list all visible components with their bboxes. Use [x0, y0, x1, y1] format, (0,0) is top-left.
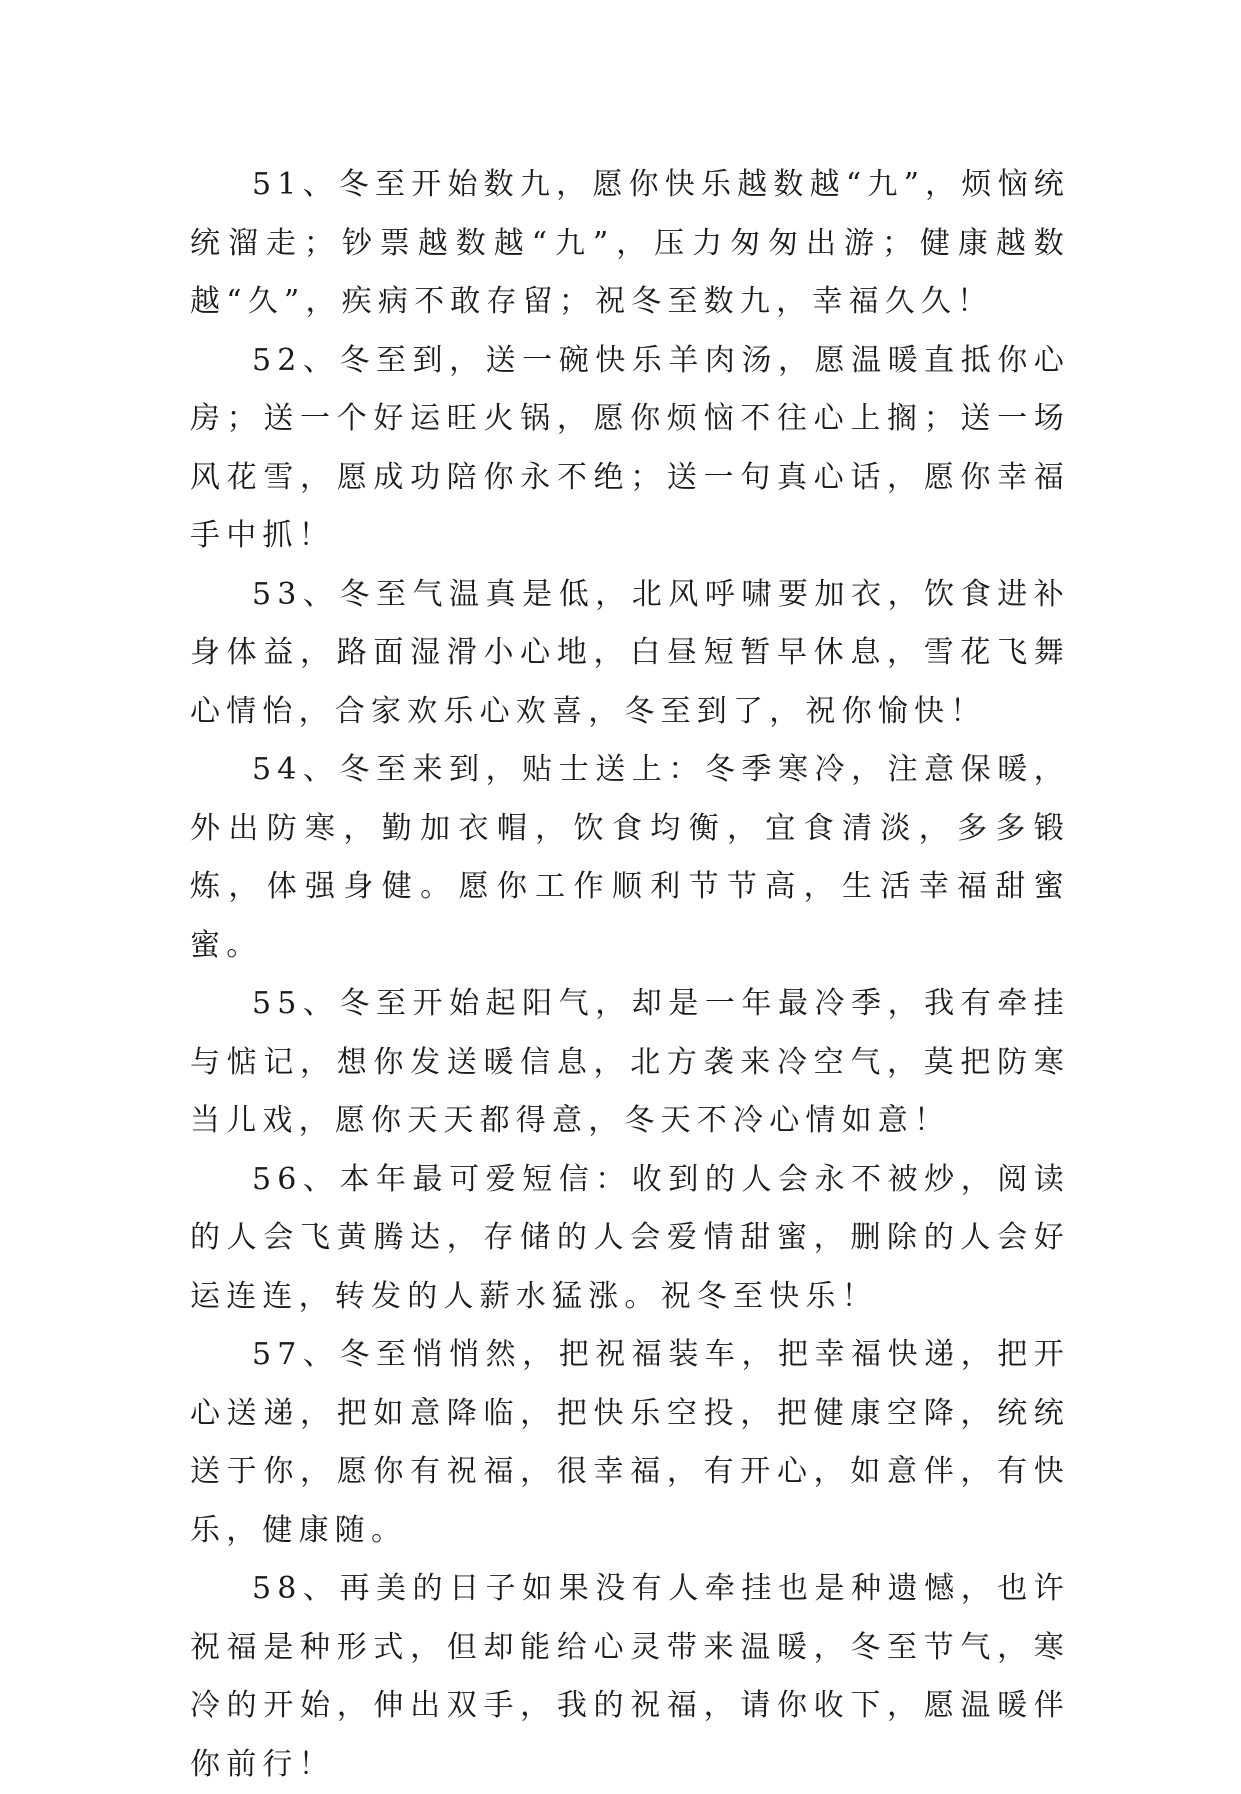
document-body — [190, 156, 1070, 1794]
paragraph-53: 53、冬至气温真是低，北风呼啸要加衣，饮食进补身体益，路面湿滑小心地，白昼短暂早休息，雪花飞舞心情怡，合家欢乐心欢喜，冬至到了，祝你愉快！ — [190, 576, 1070, 729]
paragraph-55: 55、冬至开始起阳气，却是一年最冷季，我有牵挂与惦记，想你发送暖信息，北方袭来冷空气，莫把防寒当儿戏，愿你天天都得意，冬天不冷心情如意！ — [190, 986, 1070, 1138]
paragraph-57: 57、冬至悄悄然，把祝福装车，把幸福快递，把开心送递，把如意降临，把快乐空投，把健康空降，统统送于你，愿你有祝福，很幸福，有开心，如意伴，有快乐，健康随。 — [190, 1337, 1070, 1548]
paragraph-52: 52、冬至到，送一碗快乐羊肉汤，愿温暖直抵你心房；送一个好运旺火锅，愿你烦恼不往心上搁；送一场风花雪，愿成功陪你永不绝；送一句真心话，愿你幸福手中抓！ — [190, 342, 1070, 553]
paragraph-54: 54、冬至来到，贴士送上：冬季寒冷，注意保暖，外出防寒，勤加衣帽，饮食均衡，宜食清淡，多多锻炼，体强身健。愿你工作顺利节节高，生活幸福甜蜜蜜。 — [190, 752, 1070, 963]
paragraph-56: 56、本年最可爱短信：收到的人会永不被炒，阅读的人会飞黄腾达，存储的人会爱情甜蜜，删除的人会好运连连，转发的人薪水猛涨。祝冬至快乐！ — [190, 1161, 1070, 1314]
paragraph-51: 51、冬至开始数九，愿你快乐越数越“九”，烦恼统统溜走；钞票越数越“九”，压力匆匆出游；健康越数越“久”，疾病不敢存留；祝冬至数九，幸福久久！ — [190, 167, 1070, 319]
paragraph-58: 58、再美的日子如果没有人牵挂也是种遗憾，也许祝福是种形式，但却能给心灵带来温暖，冬至节气，寒冷的开始，伸出双手，我的祝福，请你收下，愿温暖伴你前行！ — [190, 1571, 1070, 1782]
